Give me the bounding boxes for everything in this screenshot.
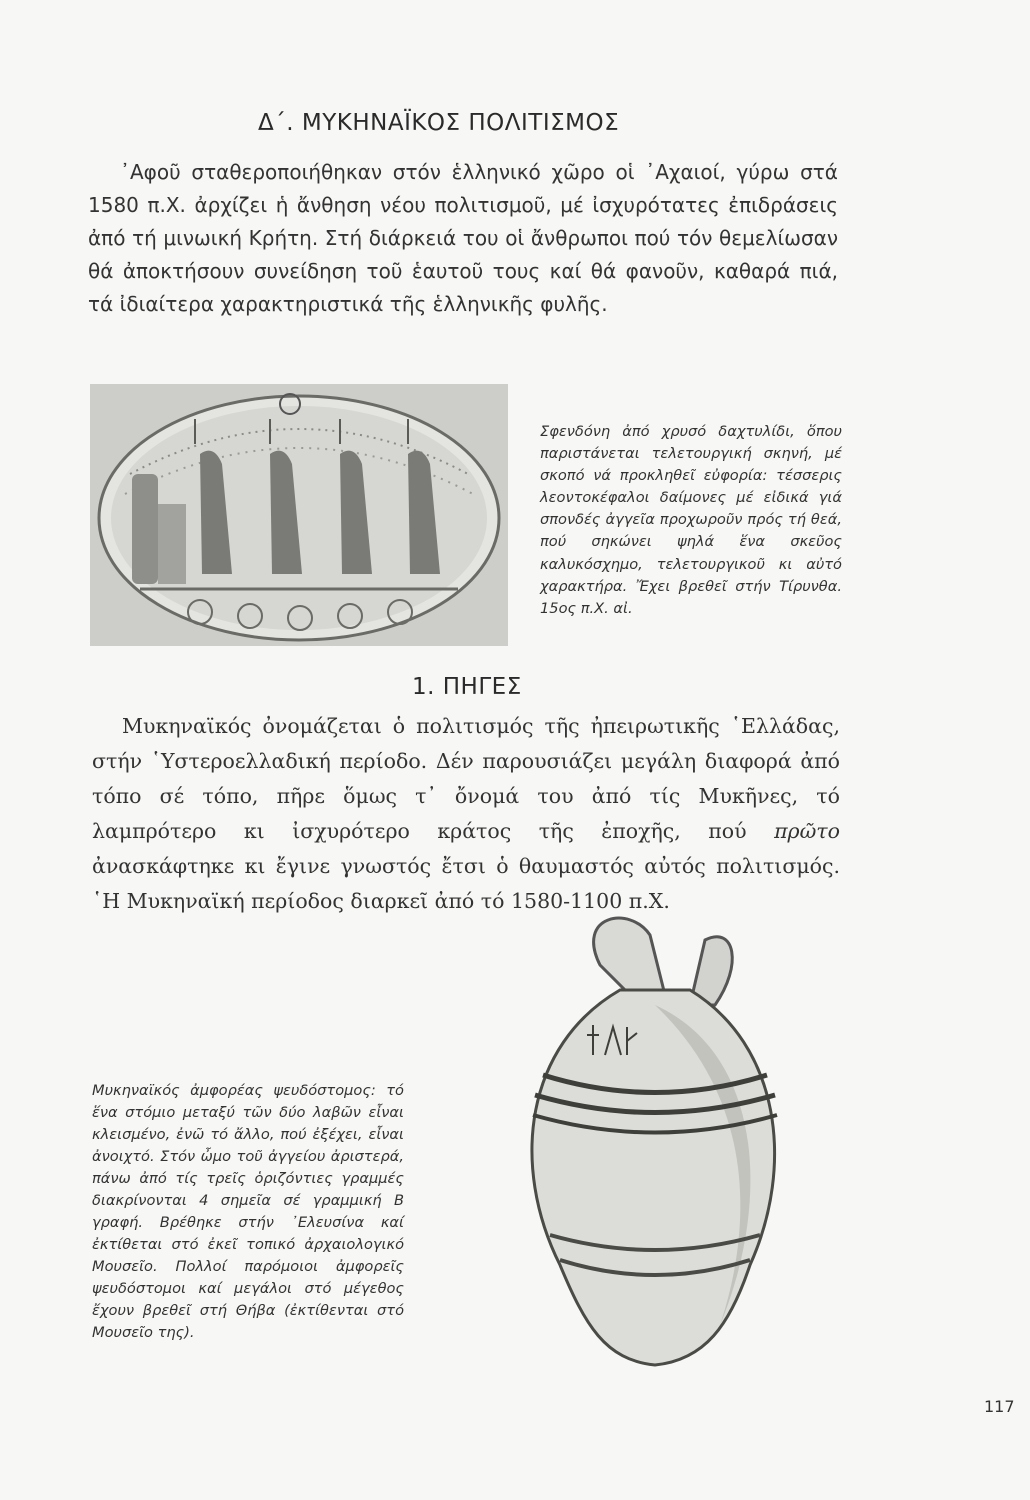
chapter-heading: Δ΄. ΜΥΚΗΝΑΪΚΟΣ ΠΟΛΙΤΙΣΜΟΣ — [258, 110, 620, 136]
section-paragraph — [92, 709, 840, 919]
ring-caption-text: Σφενδόνη ἀπό χρυσό δαχτυλίδι, ὅπου παριστάνεται τελετουργική σκηνή, μέ σκοπό νά προκληθεῖ εὐφορία: τέσσερις λεοντοκέφαλοι δαίμονες μέ εἰδικά γιά σπονδές ἀγγεῖα προχωροῦν πρός τή θεά, πού σηκώνει ψηλά ἕνα σκεῦος καλυκόσχημο, τελετουργικοῦ κι αὐτό χαρακτήρα. Ἔχει βρεθεῖ στήν Τίρυνθα. 15ος π.Χ. αἰ. — [540, 423, 842, 617]
amphora-caption-text: Μυκηναϊκός ἀμφορέας ψευδόστομος: τό ἕνα στόμιο μεταξύ τῶν δύο λαβῶν εἶναι κλεισμένο, ἐνῶ τό ἄλλο, πού ἐξέχει, εἶναι ἀνοιχτό. Στόν ὦμο τοῦ ἀγγείου ἀριστερά, πάνω ἀπό τίς τρεῖς ὁριζόντιες γραμμές διακρίνονται 4 σημεῖα σέ γραμμική Β γραφή. Βρέθηκε στήν ᾿Ελευσίνα καί ἐκτίθεται στό ἐκεῖ τοπικό ἀρχαιολογικό Μουσεῖο. Πολλοί παρόμοιοι ἀμφορεῖς ψευδόστομοι καί μεγάλοι στό μέγεθος ἔχουν βρεθεῖ στή Θήβα (ἐκτίθενται στό Μουσεῖο της). — [92, 1082, 404, 1341]
ring-caption — [540, 421, 842, 620]
gold-ring-photo — [90, 384, 508, 646]
section-text-after: ἀνασκάφτηκε κι ἔγινε γνωστός ἔτσι ὁ θαυμαστός αὐτός πολιτισμός. ῾Η Μυκηναϊκή περίοδος διαρκεῖ ἀπό τό 1580-1100 π.Χ. — [92, 854, 840, 913]
amphora-photo — [505, 905, 800, 1367]
section-text-emphasis: πρῶτο — [774, 819, 840, 843]
section-text-before: Μυκηναϊκός ὀνομάζεται ὁ πολιτισμός τῆς ἠπειρωτικῆς ῾Ελλάδας, στήν ῾Υστεροελλαδική περίοδο. Δέν παρουσιάζει μεγάλη διαφορά ἀπό τόπο σέ τόπο, πῆρε ὅμως τ᾿ ὄνομά του ἀπό τίς Μυκῆνες, τό λαμπρότερο κι ἰσχυρότερο κράτος τῆς ἐποχῆς, πού — [92, 714, 840, 843]
amphora-caption — [92, 1080, 404, 1344]
intro-paragraph — [88, 156, 838, 321]
section-title: 1. ΠΗΓΕΣ — [412, 674, 522, 700]
page-number: 117 — [984, 1397, 1015, 1416]
intro-text: ᾿Αφοῦ σταθεροποιήθηκαν στόν ἑλληνικό χῶρο οἱ ᾿Αχαιοί, γύρω στά 1580 π.Χ. ἀρχίζει ἡ ἄνθηση νέου πολιτισμοῦ, μέ ἰσχυρότατες ἐπιδράσεις ἀπό τή μινωική Κρήτη. Στή διάρκειά του οἱ ἄνθρωποι πού τόν θεμελίωσαν θά ἀποκτήσουν συνείδηση τοῦ ἑαυτοῦ τους καί θά φανοῦν, καθαρά πιά, τά ἰδιαίτερα χαρακτηριστικά τῆς ἑλληνικῆς φυλῆς. — [88, 160, 838, 316]
